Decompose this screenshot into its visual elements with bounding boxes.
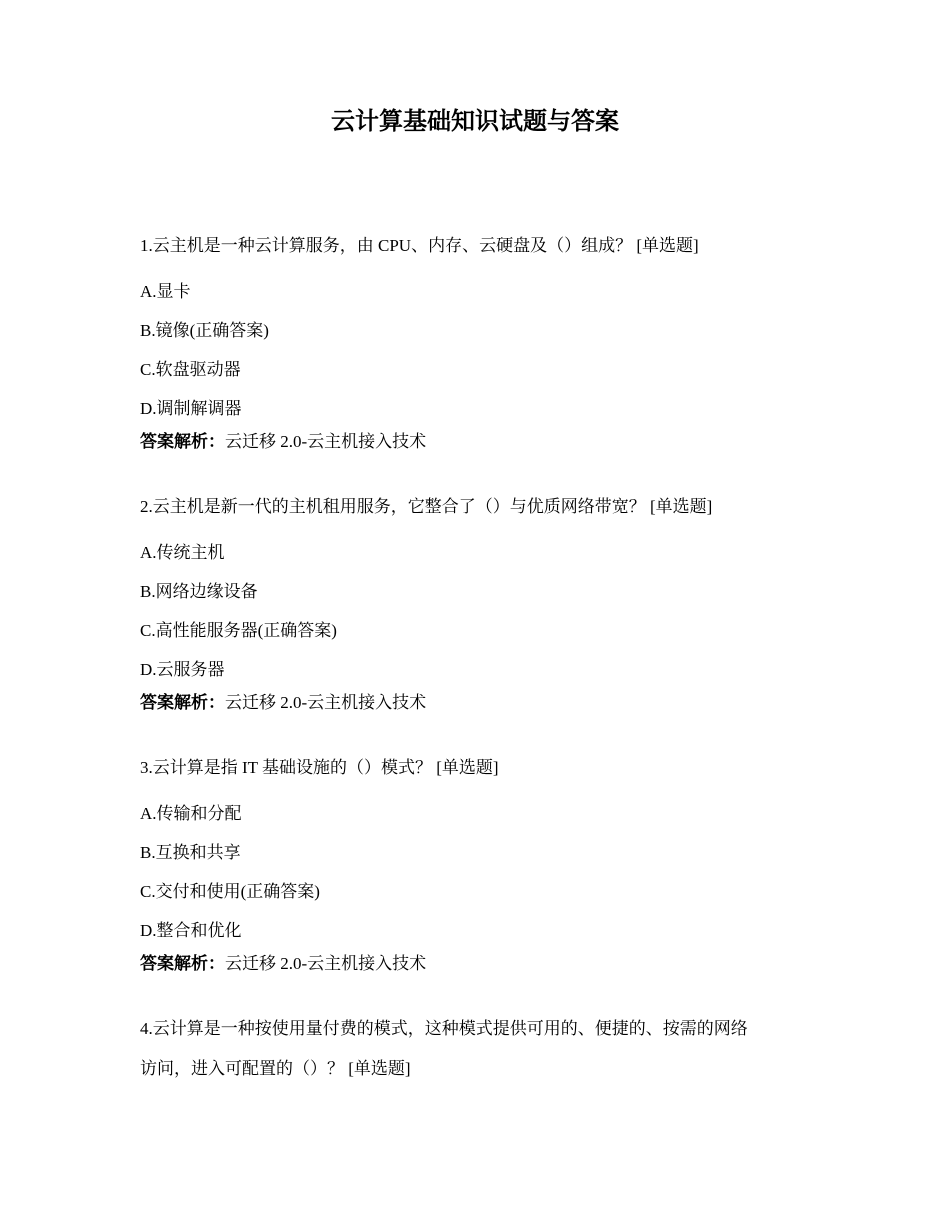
- explanation-text: 云迁移 2.0-云主机接入技术: [225, 954, 427, 973]
- document-title: 云计算基础知识试题与答案: [331, 109, 619, 135]
- option-a: A.传输和分配: [140, 804, 242, 823]
- explanation-text: 云迁移 2.0-云主机接入技术: [225, 432, 427, 451]
- option-b: B.互换和共享: [140, 843, 241, 862]
- question-stem: 1.云主机是一种云计算服务，由 CPU、内存、云硬盘及（）组成？ [单选题]: [140, 236, 699, 255]
- answer-explanation: [140, 689, 820, 717]
- question-stem: 3.云计算是指 IT 基础设施的（）模式？ [单选题]: [140, 758, 499, 777]
- answer-explanation: [140, 950, 820, 978]
- option-d: D.云服务器: [140, 660, 225, 679]
- question-3: [140, 750, 820, 978]
- explanation-text: 云迁移 2.0-云主机接入技术: [225, 693, 427, 712]
- explanation-label: 答案解析：: [140, 954, 225, 973]
- option-c: C.软盘驱动器: [140, 360, 241, 379]
- explanation-label: 答案解析：: [140, 693, 225, 712]
- option-a: A.传统主机: [140, 543, 225, 562]
- question-stem-line-1: 4.云计算是一种按使用量付费的模式，这种模式提供可用的、便捷的、按需的网络: [140, 1019, 748, 1038]
- option-b: B.镜像(正确答案): [140, 321, 269, 340]
- question-1: [140, 228, 820, 456]
- answer-explanation: [140, 428, 820, 456]
- question-2: [140, 489, 820, 717]
- question-4: [140, 1011, 820, 1089]
- option-d: D.整合和优化: [140, 921, 242, 940]
- option-d: D.调制解调器: [140, 399, 242, 418]
- option-c: C.交付和使用(正确答案): [140, 882, 320, 901]
- option-c: C.高性能服务器(正确答案): [140, 621, 337, 640]
- option-a: A.显卡: [140, 282, 191, 301]
- explanation-label: 答案解析：: [140, 432, 225, 451]
- option-b: B.网络边缘设备: [140, 582, 258, 601]
- question-stem: 2.云主机是新一代的主机租用服务，它整合了（）与优质网络带宽？ [单选题]: [140, 497, 713, 516]
- question-stem-line-2: 访问，进入可配置的（）？ [单选题]: [140, 1059, 411, 1078]
